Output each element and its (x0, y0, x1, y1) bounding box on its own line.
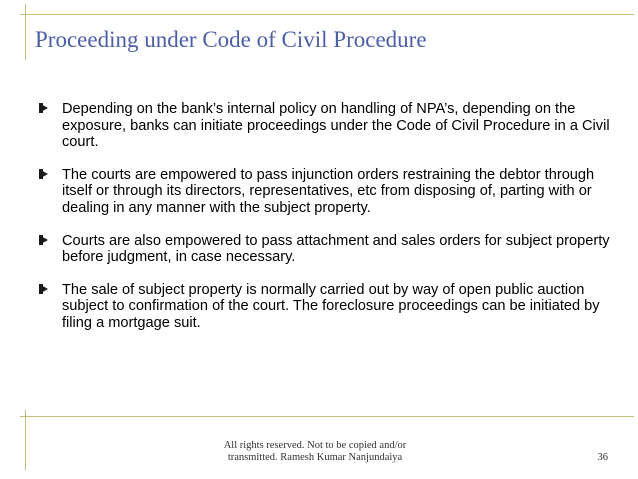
header-horizontal-rule (20, 14, 634, 15)
copyright-line-1: All rights reserved. Not to be copied and/or (223, 440, 407, 451)
bullet-text: Courts are also empowered to pass attachment and sales orders for subject property before judgment, in case necessary. (62, 232, 610, 266)
bullet-text: Depending on the bank’s internal policy on handling of NPA’s, depending on the exposure, banks can initiate proceedings under the Code of Civil Procedure in a Civil court. (62, 101, 610, 151)
footer-vertical-rule (25, 410, 26, 470)
bullet-item (36, 101, 616, 151)
bullet-arrow-icon (39, 169, 48, 179)
page-number: 36 (597, 452, 608, 463)
bullet-text: The sale of subject property is normally carried out by way of open public auction subject to confirmation of the court. The foreclosure proceedings can be initiated by filing a mortgage suit. (62, 281, 600, 331)
bullet-arrow-icon (39, 235, 48, 245)
copyright-line-2: transmitted. Ramesh Kumar Nanjundaiya (227, 452, 403, 463)
header-vertical-rule (25, 4, 26, 60)
footer-horizontal-rule (20, 416, 634, 417)
bullet-arrow-icon (39, 103, 48, 113)
bullet-item (36, 233, 616, 266)
bullet-item (36, 282, 616, 332)
bullet-text: The courts are empowered to pass injunction orders restraining the debtor through itself or through its directors, representatives, etc from disposing of, parting with or dealing in any manner with the subject property. (62, 166, 595, 216)
slide-title: Proceeding under Code of Civil Procedure (35, 27, 427, 52)
bullet-arrow-icon (39, 284, 48, 294)
footer-copyright (200, 440, 430, 464)
bullet-item (36, 167, 616, 217)
bullet-list (36, 101, 616, 348)
